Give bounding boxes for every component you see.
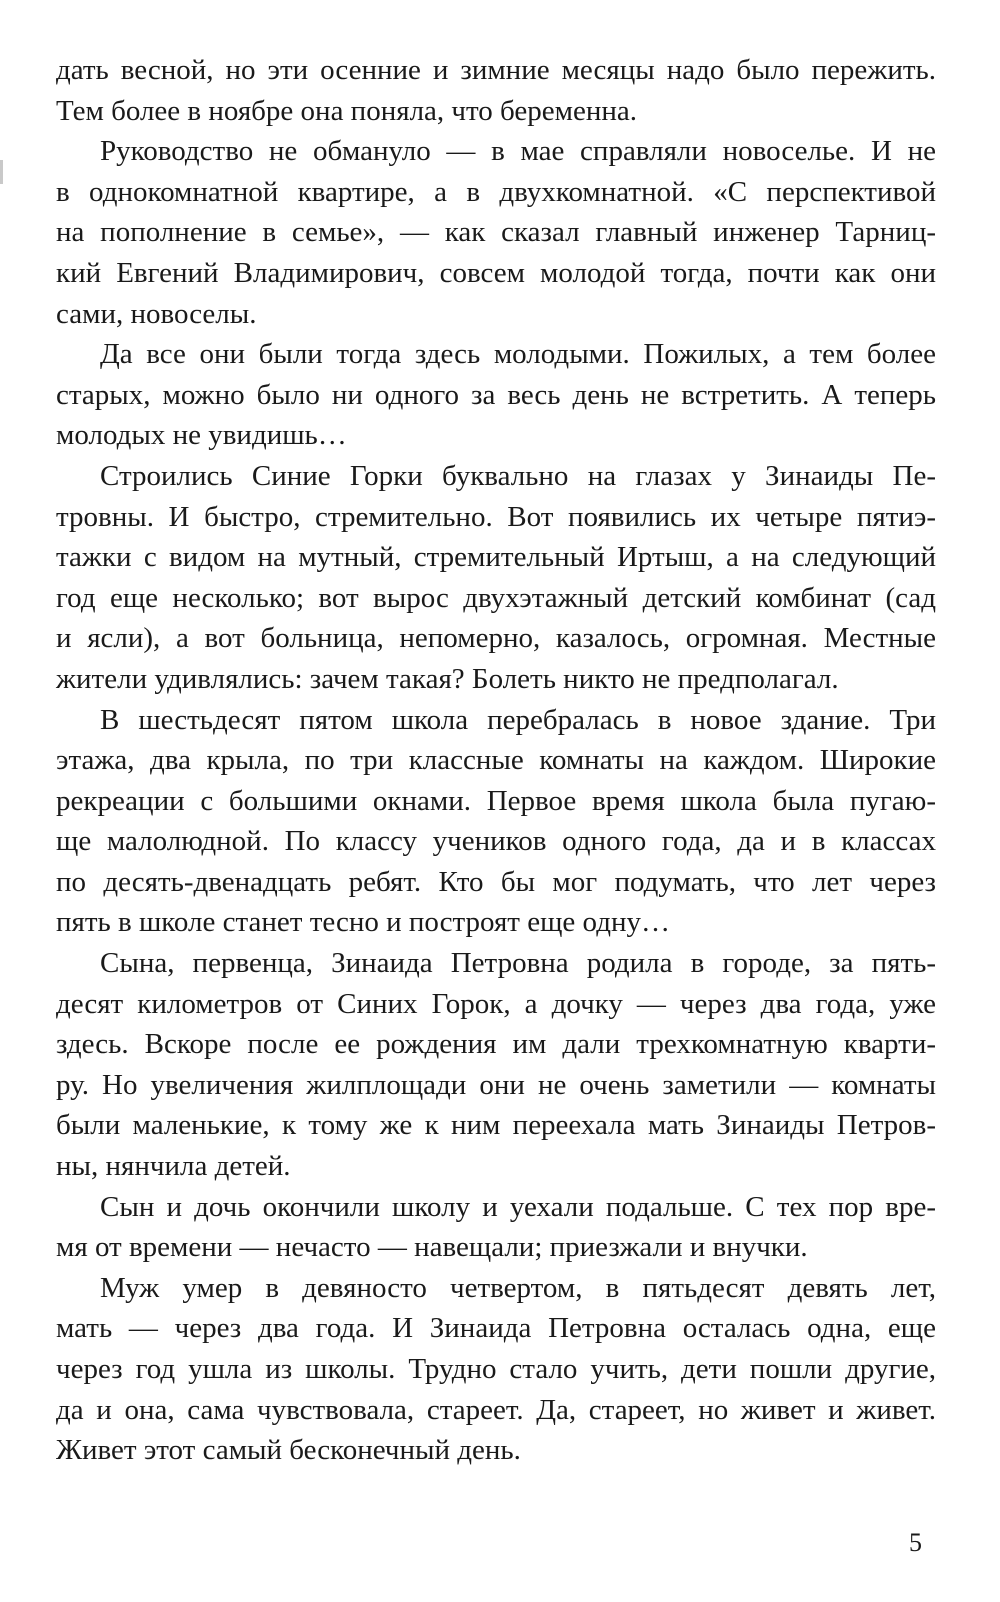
text-line-10: молодых не увидишь… — [56, 419, 347, 452]
text-line-6: кий Евгений Владимирович, совсем молодой тогда, почти как они — [56, 256, 936, 289]
text-line-18: этажа, два крыла, по три классные комнаты на каждом. Широкие — [56, 744, 936, 777]
text-line-31: Муж умер в девяносто четвертом, в пятьдесят девять лет, — [100, 1271, 936, 1304]
text-line-4: в однокомнатной квартире, а в двухкомнатной. «С перспективой — [56, 175, 936, 208]
text-line-32: мать — через два года. И Зинаида Петровна осталась одна, еще — [56, 1312, 936, 1345]
text-line-11: Строились Синие Горки буквально на глазах у Зинаиды Пе- — [100, 459, 936, 492]
text-line-23: Сына, первенца, Зинаида Петровна родила в городе, за пять- — [100, 947, 936, 980]
text-line-9: старых, можно было ни одного за весь день не встретить. А теперь — [56, 378, 936, 411]
text-line-25: здесь. Вскоре после ее рождения им дали трехкомнатную кварти- — [56, 1028, 936, 1061]
text-line-3: Руководство не обмануло — в мае справляли новоселье. И не — [100, 135, 936, 168]
text-line-17: В шестьдесят пятом школа перебралась в новое здание. Три — [100, 703, 936, 736]
text-line-27: были маленькие, к тому же к ним переехала мать Зинаиды Петров- — [56, 1109, 936, 1142]
book-page-text — [56, 50, 936, 1471]
text-line-2: Тем более в ноябре она поняла, что беременна. — [56, 94, 638, 127]
text-line-26: ру. Но увеличения жилплощади они не очень заметили — комнаты — [56, 1068, 936, 1101]
text-line-1: дать весной, но эти осенние и зимние месяцы надо было пережить. — [56, 54, 936, 86]
text-line-8: Да все они были тогда здесь молодыми. Пожилых, а тем более — [100, 338, 936, 371]
page-number: 5 — [909, 1528, 922, 1557]
text-line-5: на пополнение в семье», — как сказал главный инженер Тарниц- — [56, 216, 936, 249]
text-line-34: да и она, сама чувствовала, стареет. Да, стареет, но живет и живет. — [56, 1393, 936, 1426]
text-line-24: десят километров от Синих Горок, а дочку — через два года, уже — [56, 987, 936, 1020]
text-line-35: Живет этот самый бесконечный день. — [56, 1434, 521, 1467]
text-line-20: ще малолюдной. По классу учеников одного года, да и в классах — [56, 825, 936, 858]
text-line-19: рекреации с большими окнами. Первое время школа была пугаю- — [56, 784, 936, 817]
text-line-22: пять в школе станет тесно и построят еще одну… — [56, 906, 670, 939]
text-line-29: Сын и дочь окончили школу и уехали подальше. С тех пор вре- — [100, 1190, 936, 1223]
text-line-13: тажки с видом на мутный, стремительный Иртыш, а на следующий — [56, 541, 936, 574]
text-line-33: через год ушла из школы. Трудно стало учить, дети пошли другие, — [56, 1353, 936, 1385]
text-line-12: тровны. И быстро, стремительно. Вот появились их четыре пятиэ- — [56, 500, 936, 533]
text-line-15: и ясли), а вот больница, непомерно, казалось, огромная. Местные — [56, 622, 936, 655]
text-line-16: жители удивлялись: зачем такая? Болеть никто не предполагал. — [56, 662, 839, 695]
text-line-14: год еще несколько; вот вырос двухэтажный детский комбинат (сад — [56, 581, 936, 614]
text-line-21: по десять-двенадцать ребят. Кто бы мог подумать, что лет через — [56, 865, 936, 898]
text-line-30: мя от времени — нечасто — навещали; приезжали и внучки. — [56, 1231, 808, 1264]
page-edge-mark — [0, 160, 3, 184]
text-line-7: сами, новоселы. — [56, 297, 257, 330]
text-line-28: ны, нянчила детей. — [56, 1150, 291, 1183]
